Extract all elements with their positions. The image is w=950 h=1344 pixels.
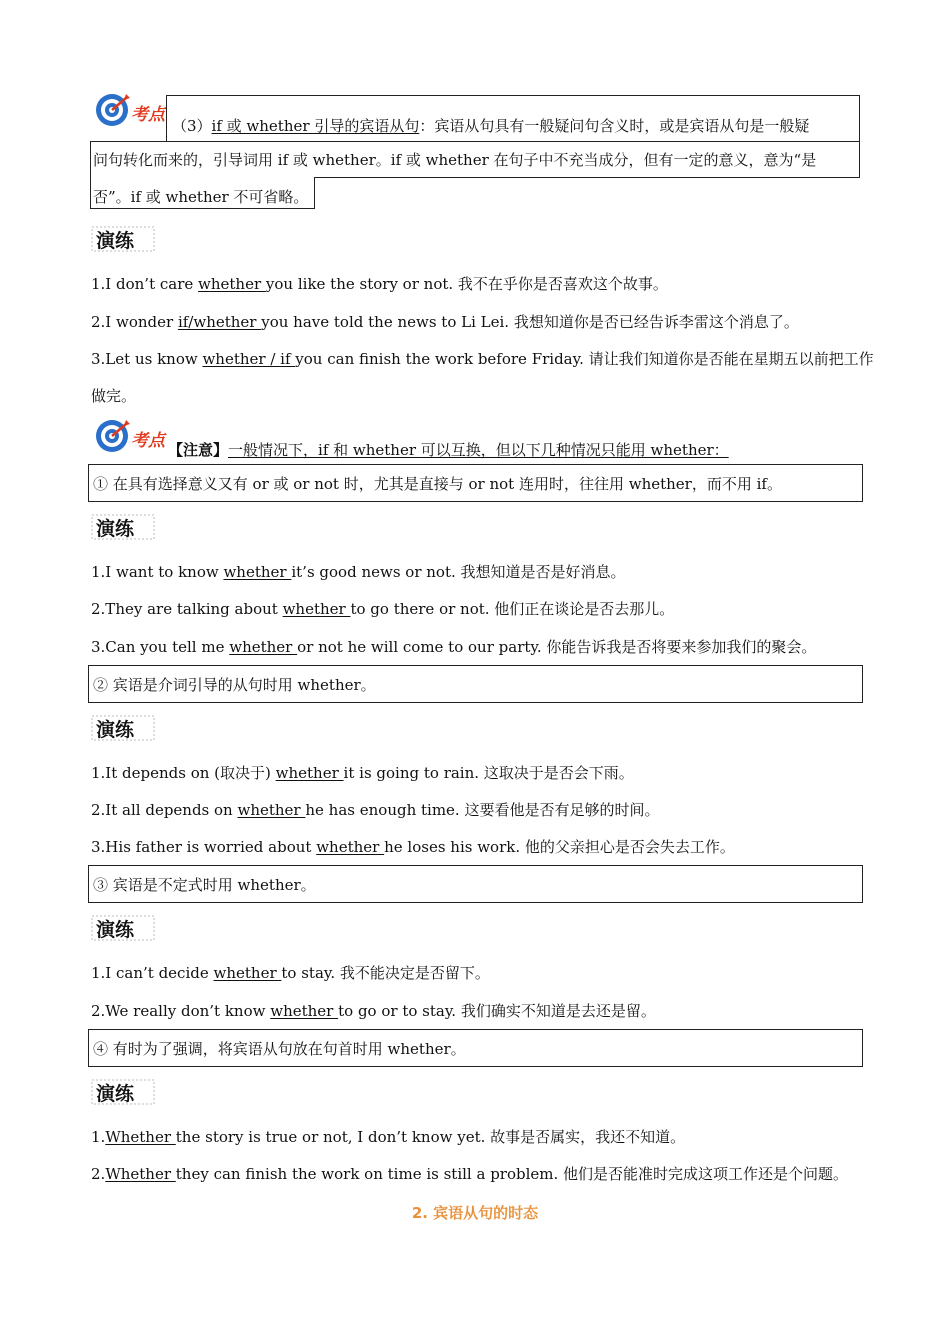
svg-text:考点: 考点 bbox=[131, 431, 165, 451]
rule1-box: ① 在具有选择意义又有 or 或 or not 时，尤其是直接与 or not 连用时，往往用 whether，而不用 if。 bbox=[88, 464, 863, 502]
practice3-item-1: 1.It depends on (取决于) whether it is going to rain. 这取决于是否会下雨。 bbox=[91, 764, 634, 782]
practice-badge-icon bbox=[90, 224, 156, 254]
svg-text:演练: 演练 bbox=[96, 719, 135, 741]
practice1-item-1: 1.I don’t care whether you like the story or not. 我不在乎你是否喜欢这个故事。 bbox=[91, 275, 668, 293]
practice1-item-3-cont: 做完。 bbox=[91, 387, 137, 405]
svg-text:演练: 演练 bbox=[96, 230, 135, 252]
practice-badge-icon bbox=[90, 512, 156, 542]
svg-text:演练: 演练 bbox=[96, 518, 135, 540]
section1-box-stub bbox=[315, 177, 860, 178]
practice3-item-2: 2.It all depends on whether he has enough time. 这要看他是否有足够的时间。 bbox=[91, 801, 660, 819]
target-icon bbox=[94, 418, 168, 454]
practice4-item-2: 2.We really don’t know whether to go or to stay. 我们确实不知道是去还是留。 bbox=[91, 1002, 656, 1020]
practice-badge-icon bbox=[90, 713, 156, 743]
practice3-item-3: 3.His father is worried about whether he loses his work. 他的父亲担心是否会失去工作。 bbox=[91, 838, 735, 856]
svg-text:演练: 演练 bbox=[96, 919, 135, 941]
practice-badge-icon bbox=[90, 913, 156, 943]
practice2-item-1: 1.I want to know whether it’s good news or not. 我想知道是否是好消息。 bbox=[91, 563, 626, 581]
section1-line3: 否”。if 或 whether 不可省略。 bbox=[93, 188, 309, 206]
practice2-item-3: 3.Can you tell me whether or not he will come to our party. 你能告诉我是否将要来参加我们的聚会。 bbox=[91, 638, 817, 656]
practice2-item-2: 2.They are talking about whether to go there or not. 他们正在谈论是否去那儿。 bbox=[91, 600, 675, 618]
practice1-item-2: 2.I wonder if/whether you have told the news to Li Lei. 我想知道你是否已经告诉李雷这个消息了。 bbox=[91, 313, 799, 331]
practice5-item-2: 2.Whether they can finish the work on time is still a problem. 他们是否能准时完成这项工作还是个问题。 bbox=[91, 1165, 849, 1183]
note-line: 【注意】一般情况下，if 和 whether 可以互换，但以下几种情况只能用 whether： bbox=[168, 441, 729, 459]
practice5-item-1: 1.Whether the story is true or not, I don’t know yet. 故事是否属实，我还不知道。 bbox=[91, 1128, 686, 1146]
practice4-item-1: 1.I can’t decide whether to stay. 我不能决定是否留下。 bbox=[91, 964, 490, 982]
section1-line1: （3）if 或 whether 引导的宾语从句：宾语从句具有一般疑问句含义时，或是宾语从句是一般疑 bbox=[172, 117, 810, 135]
svg-text:考点: 考点 bbox=[131, 105, 165, 125]
target-icon bbox=[94, 92, 168, 128]
practice-badge-icon bbox=[90, 1077, 156, 1107]
rule2-box: ② 宾语是介词引导的从句时用 whether。 bbox=[88, 665, 863, 703]
rule4-box: ④ 有时为了强调，将宾语从句放在句首时用 whether。 bbox=[88, 1029, 863, 1067]
practice1-item-3: 3.Let us know whether / if you can finish the work before Friday. 请让我们知道你是否能在星期五以前把工作 bbox=[91, 350, 874, 368]
section1-title: if 或 whether 引导的宾语从句 bbox=[211, 117, 420, 135]
svg-text:演练: 演练 bbox=[96, 1083, 135, 1105]
rule3-box: ③ 宾语是不定式时用 whether。 bbox=[88, 865, 863, 903]
section1-line2: 问句转化而来的，引导词用 if 或 whether。if 或 whether 在句子中不充当成分，但有一定的意义，意为“是 bbox=[93, 151, 817, 169]
section-heading-tense: 2. 宾语从句的时态 bbox=[411, 1204, 539, 1222]
